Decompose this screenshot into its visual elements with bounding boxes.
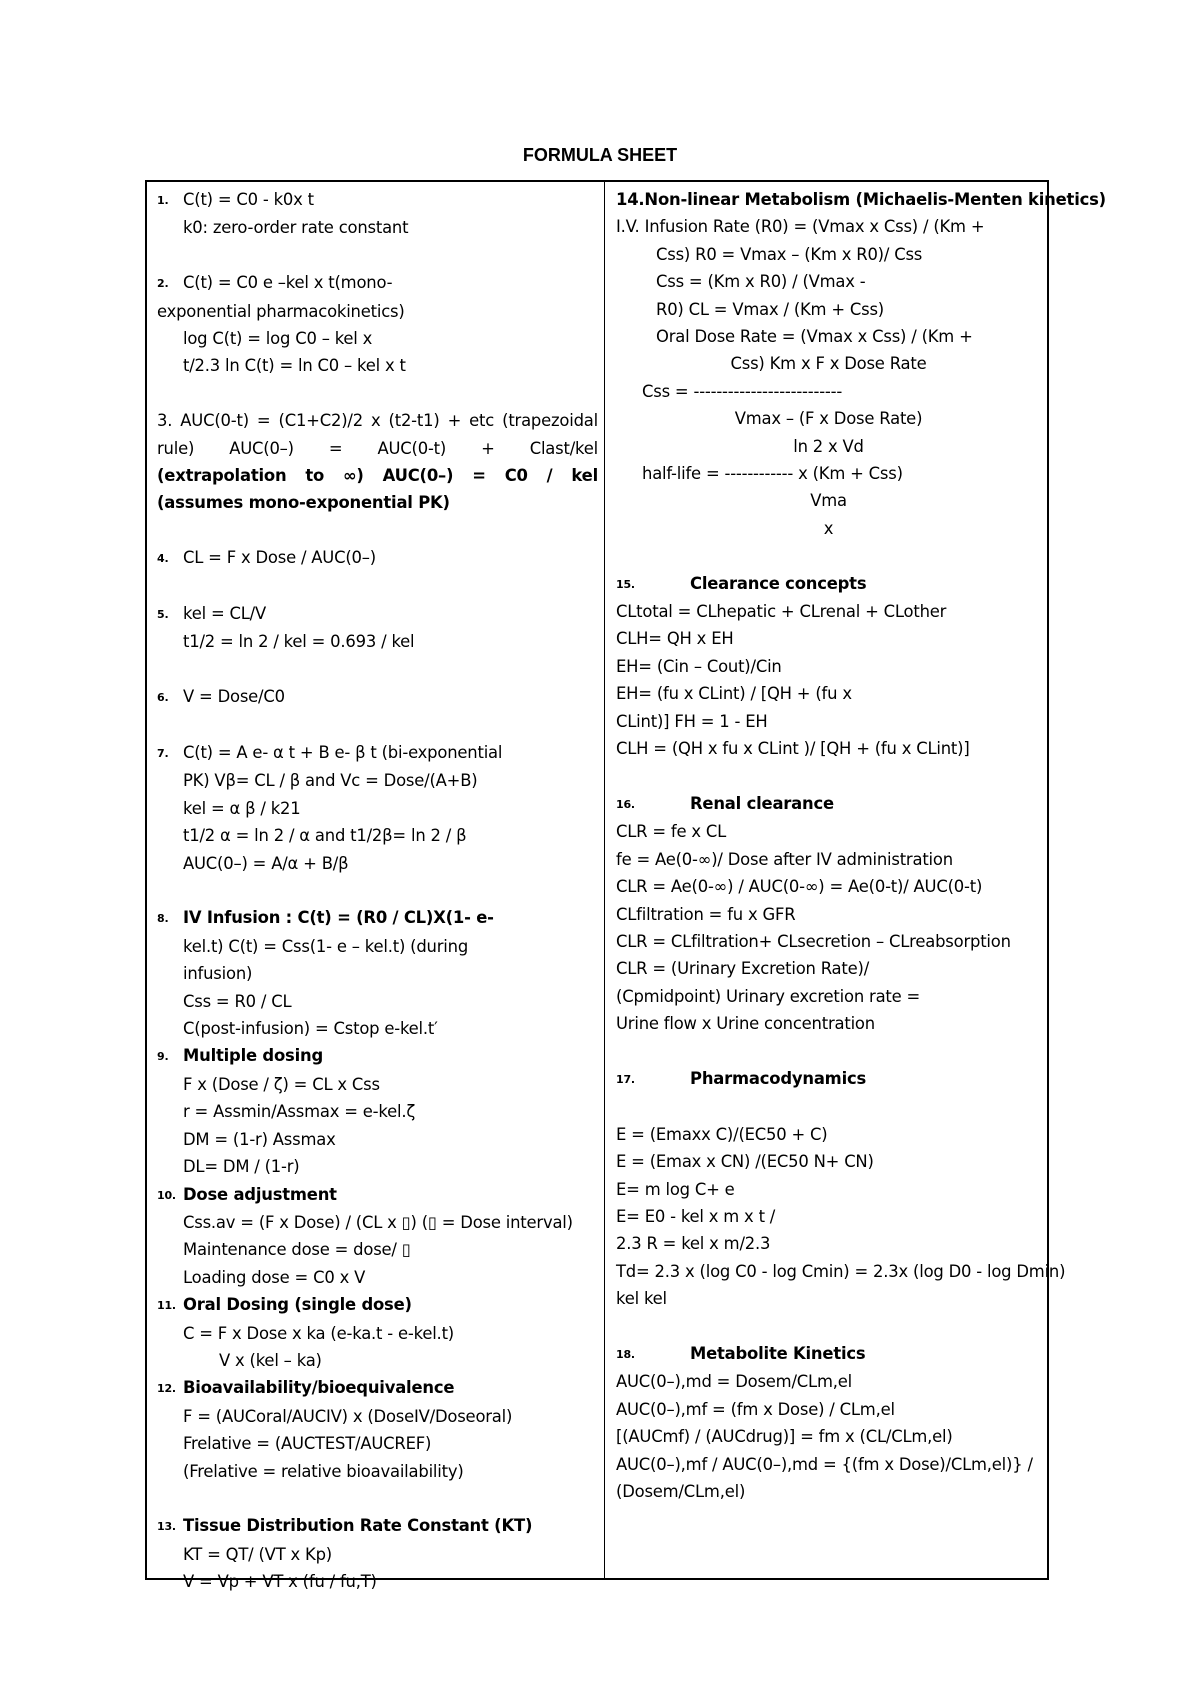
item-number: 18.	[616, 1347, 635, 1361]
formula-line: CLH = (QH x fu x CLint )/ [QH + (fu x CLint)]	[616, 739, 970, 759]
item-number: 1.	[157, 194, 169, 207]
item-text: C(t) = C0 e –kel x t(mono-	[183, 273, 393, 293]
item-number: 10.	[157, 1188, 176, 1202]
formula-line: x	[823, 518, 834, 538]
item-text: Bioavailability/bioequivalence	[183, 1378, 455, 1398]
formula-line: E= m log C+ e	[616, 1179, 735, 1199]
spacer	[157, 712, 598, 739]
formula-line: CLR = CLfiltration+ CLsecretion – CLreabsorption	[616, 931, 1011, 951]
formula-line: KT = QT/ (VT x Kp)	[183, 1544, 332, 1564]
formula-line: F x (Dose / ζ) = CL x Css	[183, 1074, 380, 1094]
item-text: C(t) = C0 - k0x t	[183, 190, 314, 209]
formula-line: (Dosem/CLm,el)	[616, 1482, 746, 1502]
spacer	[157, 517, 598, 544]
formula-line: Css.av = (F x Dose) / (CL x ▯) (▯ = Dose interval)	[183, 1212, 573, 1232]
formula-line: V = Vp + VT x (fu / fu,T)	[183, 1572, 377, 1592]
formula-line: kel kel	[616, 1289, 667, 1309]
formula-item	[157, 269, 598, 297]
formula-line: Css = (Km x R0) / (Vmax -	[656, 272, 866, 292]
formula-line: E = (Emax x CN) /(EC50 N+ CN)	[616, 1152, 874, 1172]
formula-line: CLint)] FH = 1 - EH	[616, 711, 768, 731]
spacer	[616, 763, 1041, 790]
spacer	[157, 877, 598, 904]
item-text: Multiple dosing	[183, 1046, 323, 1066]
item-text: CL = F x Dose / AUC(0–)	[183, 548, 376, 568]
item-text: kel = CL/V	[183, 604, 267, 624]
formula-line: (Cpmidpoint) Urinary excretion rate =	[616, 986, 921, 1006]
spacer	[157, 242, 598, 269]
item-text: Clearance concepts	[690, 573, 867, 593]
formula-item	[157, 600, 598, 628]
formula-line: fe = Ae(0-∞)/ Dose after IV administration	[616, 849, 953, 869]
item-number: 4.	[157, 552, 169, 566]
formula-line: rule) AUC(0–) = AUC(0-t) + Clast/kel	[157, 438, 598, 458]
formula-line: Css) Km x F x Dose Rate	[730, 354, 927, 374]
spacer	[157, 656, 598, 683]
item-text: Metabolite Kinetics	[690, 1343, 866, 1363]
formula-line: t1/2 α = ln 2 / α and t1/2β= ln 2 / β	[183, 826, 467, 846]
formula-line: (Frelative = relative bioavailability)	[183, 1461, 464, 1481]
formula-line: exponential pharmacokinetics)	[157, 301, 405, 321]
item-text: Dose adjustment	[183, 1184, 337, 1204]
formula-line: Vma	[810, 491, 847, 511]
item-number: 7.	[157, 747, 169, 761]
formula-line: Td= 2.3 x (log C0 - log Cmin) = 2.3x (log D0 - log Dmin)	[616, 1261, 1066, 1281]
formula-line: half-life = ------------ x (Km + Css)	[642, 464, 903, 484]
formula-line: AUC(0–),mf / AUC(0–),md = {(fm x Dose)/CLm,el)} /	[616, 1454, 1033, 1474]
formula-line: F = (AUCoral/AUCIV) x (DoseIV/Doseoral)	[183, 1406, 513, 1426]
formula-line: kel.t) C(t) = Css(1- e – kel.t) (during	[183, 936, 469, 956]
formula-line: E= E0 - kel x m x t /	[616, 1206, 776, 1226]
formula-line: Css = R0 / CL	[183, 991, 292, 1011]
formula-line: k0: zero-order rate constant	[183, 218, 409, 238]
item-number: 17.	[616, 1072, 635, 1086]
formula-item	[616, 1340, 1041, 1368]
formula-line: kel = α β / k21	[183, 798, 301, 818]
formula-line: t/2.3 ln C(t) = ln C0 – kel x t	[183, 356, 406, 376]
formula-item	[157, 739, 598, 767]
spacer	[157, 380, 598, 407]
formula-line: EH= (fu x CLint) / [QH + (fu x	[616, 684, 852, 704]
item-text: Tissue Distribution Rate Constant (KT)	[183, 1516, 533, 1536]
formula-line: Css) R0 = Vmax – (Km x R0)/ Css	[656, 244, 923, 264]
formula-line: CLR = fe x CL	[616, 822, 727, 842]
item-text: Oral Dosing (single dose)	[183, 1295, 412, 1315]
formula-line: CLtotal = CLhepatic + CLrenal + CLother	[616, 602, 947, 622]
formula-line: C = F x Dose x ka (e-ka.t - e-kel.t)	[183, 1323, 454, 1343]
formula-item	[157, 1512, 598, 1540]
formula-line: PK) Vβ= CL / β and Vc = Dose/(A+B)	[183, 771, 478, 791]
spacer	[616, 542, 1041, 569]
formula-item	[157, 1181, 598, 1209]
formula-item	[157, 904, 598, 932]
formula-line: R0) CL = Vmax / (Km + Css)	[656, 299, 884, 319]
formula-line: V x (kel – ka)	[219, 1350, 322, 1370]
formula-line: CLR = Ae(0-∞) / AUC(0-∞) = Ae(0-t)/ AUC(0-t)	[616, 877, 983, 897]
formula-line: (assumes mono-exponential PK)	[157, 493, 450, 513]
formula-item	[157, 683, 598, 711]
formula-line: C(post-infusion) = Cstop e-kel.t′	[183, 1019, 438, 1039]
formula-line: CLH= QH x EH	[616, 629, 734, 649]
item-number: 8.	[157, 912, 169, 926]
formula-line: r = Assmin/Assmax = e-kel.ζ	[183, 1102, 416, 1122]
formula-line: 14.Non-linear Metabolism (Michaelis-Menten kinetics)	[616, 190, 1106, 209]
formula-item	[616, 1065, 1041, 1093]
formula-line: Vmax – (F x Dose Rate)	[734, 409, 923, 429]
formula-line: 2.3 R = kel x m/2.3	[616, 1234, 771, 1254]
spacer	[157, 573, 598, 600]
formula-line: (extrapolation to ∞) AUC(0–) = C0 / kel	[157, 466, 598, 486]
formula-line: Maintenance dose = dose/ ▯	[183, 1240, 411, 1260]
formula-line: DM = (1-r) Assmax	[183, 1129, 336, 1149]
item-text: Pharmacodynamics	[690, 1068, 867, 1088]
formula-line: infusion)	[183, 964, 253, 984]
formula-line: CLfiltration = fu x GFR	[616, 904, 796, 924]
formula-line: Css = --------------------------	[642, 381, 843, 401]
spacer	[616, 1038, 1041, 1065]
formula-item	[616, 570, 1041, 598]
item-number: 13.	[157, 1520, 176, 1534]
page-title: FORMULA SHEET	[522, 145, 678, 165]
formula-line: E = (Emaxx C)/(EC50 + C)	[616, 1124, 828, 1144]
formula-item	[157, 1291, 598, 1319]
item-number: 15.	[616, 577, 635, 591]
formula-line: AUC(0–),md = Dosem/CLm,el	[616, 1372, 852, 1392]
item-number: 2.	[157, 277, 169, 291]
formula-line: I.V. Infusion Rate (R0) = (Vmax x Css) / (Km +	[616, 217, 985, 237]
formula-line: Frelative = (AUCTEST/AUCREF)	[183, 1434, 432, 1454]
item-text: V = Dose/C0	[183, 687, 285, 707]
item-text: Renal clearance	[690, 793, 834, 813]
item-number: 11.	[157, 1299, 176, 1313]
formula-line: DL= DM / (1-r)	[183, 1157, 300, 1177]
formula-line: [(AUCmf) / (AUCdrug)] = fm x (CL/CLm,el)	[616, 1427, 953, 1447]
item-text: C(t) = A e- α t + B e- β t (bi-exponential	[183, 743, 503, 763]
item-text: IV Infusion : C(t) = (R0 / CL)X(1- e-	[183, 908, 494, 928]
item-number: 6.	[157, 691, 169, 705]
item-number: 5.	[157, 608, 169, 622]
formula-item	[157, 186, 598, 214]
formula-line: Loading dose = C0 x V	[183, 1267, 366, 1287]
item-number: 12.	[157, 1382, 176, 1396]
item-number: 9.	[157, 1050, 169, 1064]
formula-line: AUC(0–),mf = (fm x Dose) / CLm,el	[616, 1399, 895, 1419]
right-column	[605, 182, 1106, 1578]
formula-table	[145, 180, 1106, 1592]
formula-line: t1/2 = ln 2 / kel = 0.693 / kel	[183, 632, 415, 652]
formula-line: 3. AUC(0-t) = (C1+C2)/2 x (t2-t1) + etc (trapezoidal	[157, 411, 598, 431]
formula-line: CLR = (Urinary Excretion Rate)/	[616, 959, 870, 979]
formula-line: Urine flow x Urine concentration	[616, 1014, 875, 1034]
formula-line: ln 2 x Vd	[793, 436, 864, 456]
formula-line: Oral Dose Rate = (Vmax x Css) / (Km +	[656, 327, 973, 347]
spacer	[616, 1313, 1041, 1340]
formula-line: log C(t) = log C0 – kel x	[183, 329, 373, 349]
formula-item	[157, 1042, 598, 1070]
formula-item	[157, 1374, 598, 1402]
formula-line: EH= (Cin – Cout)/Cin	[616, 656, 782, 676]
item-number: 16.	[616, 797, 635, 811]
formula-item	[157, 544, 598, 572]
formula-line: AUC(0–) = A/α + B/β	[183, 853, 349, 873]
spacer	[616, 1093, 1041, 1120]
spacer	[157, 1485, 598, 1512]
formula-item	[616, 790, 1041, 818]
left-column	[147, 182, 605, 1592]
